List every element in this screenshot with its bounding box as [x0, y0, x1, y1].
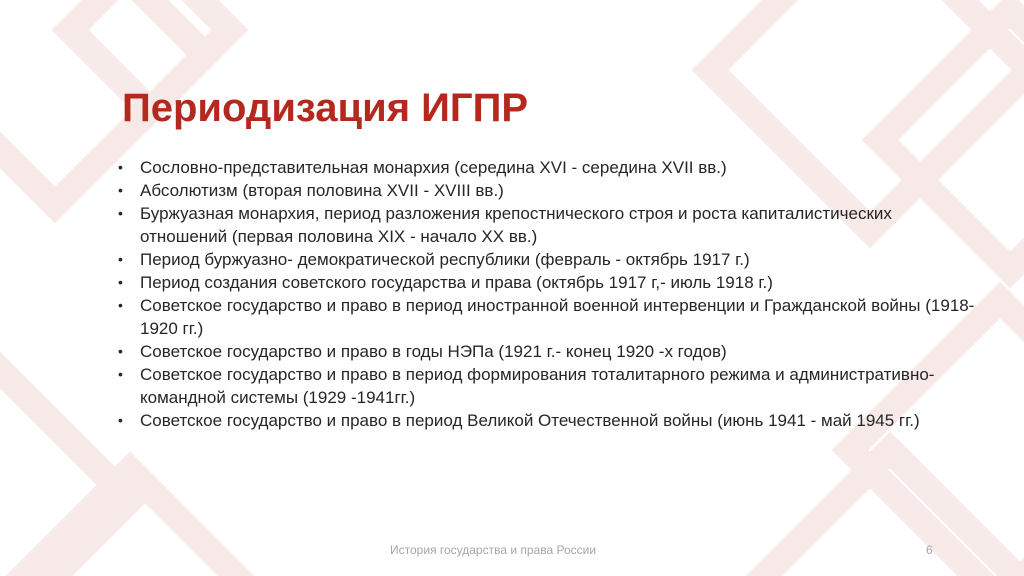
list-item-text: Советское государство и право в период формирования тоталитарного режима и административно-командной системы (1929 -1941гг.) [140, 365, 935, 407]
list-item-text: Период буржуазно- демократической республики (февраль - октябрь 1917 г.) [140, 250, 750, 269]
decor-diamond-bottom-left [0, 470, 260, 576]
bullet-list [118, 156, 978, 432]
bullet-icon: • [118, 182, 123, 198]
slide-title: Периодизация ИГПР [122, 86, 528, 130]
list-item [118, 248, 978, 271]
bullet-icon: • [118, 366, 123, 382]
bullet-icon: • [118, 412, 123, 428]
bullet-icon: • [118, 205, 123, 221]
list-item-text: Сословно-представительная монархия (середина XVI - середина XVII вв.) [140, 158, 727, 177]
list-item [118, 363, 978, 409]
list-item-text: Советское государство и право в период иностранной военной интервенции и Гражданской войны (1918-1920 гг.) [140, 296, 975, 338]
list-item-text: Абсолютизм (вторая половина XVII - XVIII вв.) [140, 181, 504, 200]
list-item [118, 202, 978, 248]
list-item [118, 271, 978, 294]
list-item-text: Буржуазная монархия, период разложения крепостнического строя и роста капиталистических отношений (первая половина XIX - начало XX вв.) [140, 204, 892, 246]
page-number: 6 [926, 543, 933, 557]
list-item-text: Период создания советского государства и права (октябрь 1917 г,- июль 1918 г.) [140, 273, 773, 292]
list-item [118, 156, 978, 179]
list-item [118, 340, 978, 363]
list-item-text: Советское государство и право в период Великой Отечественной войны (июнь 1941 - май 1945 гг.) [140, 411, 920, 430]
list-item-text: Советское государство и право в годы НЭПа (1921 г.- конец 1920 -х годов) [140, 342, 727, 361]
bullet-icon: • [118, 297, 123, 313]
decor-diamond-bottom-right [760, 450, 1020, 576]
bullet-icon: • [118, 343, 123, 359]
footer-text: История государства и права России [390, 543, 597, 557]
list-item [118, 294, 978, 340]
list-item [118, 409, 978, 432]
list-item [118, 179, 978, 202]
bullet-icon: • [118, 274, 123, 290]
bullet-icon: • [118, 251, 123, 267]
bullet-icon: • [118, 159, 123, 175]
